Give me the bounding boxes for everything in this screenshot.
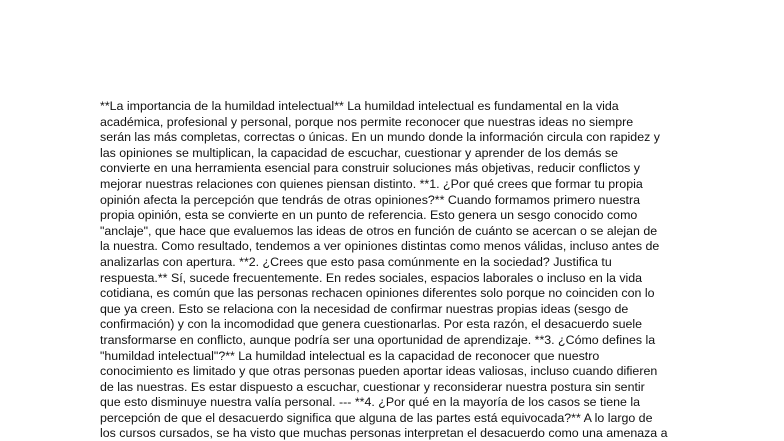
text-line: que esto disminuye nuestra valía personal. --- **4. ¿Por qué en la mayoría de los casos se tiene la [100,395,640,410]
text-line: de las nuestras. Es estar dispuesto a escuchar, cuestionar y reconsiderar nuestra postura sin sentir [100,379,645,394]
text-line: que ya creen. Esto se relaciona con la necesidad de confirmar nuestras propias ideas (sesgo de [100,301,629,316]
text-line: analizarlas con apertura. **2. ¿Crees que esto pasa comúnmente en la sociedad? Justifica tu [100,254,612,269]
text-line: "anclaje", que hace que evaluemos las ideas de otros en función de cuánto se acercan o se alejan de [100,223,658,238]
text-line: cotidiana, es común que las personas rechacen opiniones diferentes solo porque no coinciden con lo [100,286,655,301]
text-line: opinión afecta la percepción que tendrás de otras opiniones?** Cuando formamos primero nuestra [100,192,641,207]
text-line: mejorar nuestras relaciones con quienes piensan distinto. **1. ¿Por qué crees que formar tu propia [100,176,643,191]
text-line: la nuestra. Como resultado, tendemos a ver opiniones distintas como menos válidas, incluso antes de [100,239,660,254]
text-line: conocimiento es limitado y que otras personas pueden aportar ideas valiosas, incluso cuando difieren [100,364,658,379]
text-line: transformarse en conflicto, aunque podría ser una oportunidad de aprendizaje. **3. ¿Cómo defines la [100,332,656,347]
text-line: "humildad intelectual"?** La humildad intelectual es la capacidad de reconocer que nuestro [100,348,600,363]
text-line: las opiniones se multiplican, la capacidad de escuchar, cuestionar y aprender de los demás se [100,145,618,160]
text-line: confirmación) y con la incomodidad que genera cuestionarlas. Por esta razón, el desacuerdo suele [100,317,643,332]
text-line: **La importancia de la humildad intelectual** La humildad intelectual es fundamental en la vida [100,99,619,113]
text-line: convierte en una herramienta esencial para construir soluciones más objetivas, reducir conflictos y [100,161,640,176]
text-line: respuesta.** Sí, sucede frecuentemente. En redes sociales, espacios laborales o incluso en la vida [100,270,643,285]
document-body [100,99,690,441]
text-line: propia opinión, esta se convierte en un punto de referencia. Esto genera un sesgo conocido como [100,208,638,223]
text-line: serán las más completas, correctas o únicas. En un mundo donde la información circula con rapidez y [100,130,660,145]
text-line: académica, profesional y personal, porque nos permite reconocer que nuestras ideas no siempre [100,114,634,129]
text-line: los cursos cursados, se ha visto que muchas personas interpretan el desacuerdo como una amenaza a [100,426,668,441]
text-line: percepción de que el desacuerdo significa que alguna de las partes está equivocada?** A lo largo de [100,410,653,425]
